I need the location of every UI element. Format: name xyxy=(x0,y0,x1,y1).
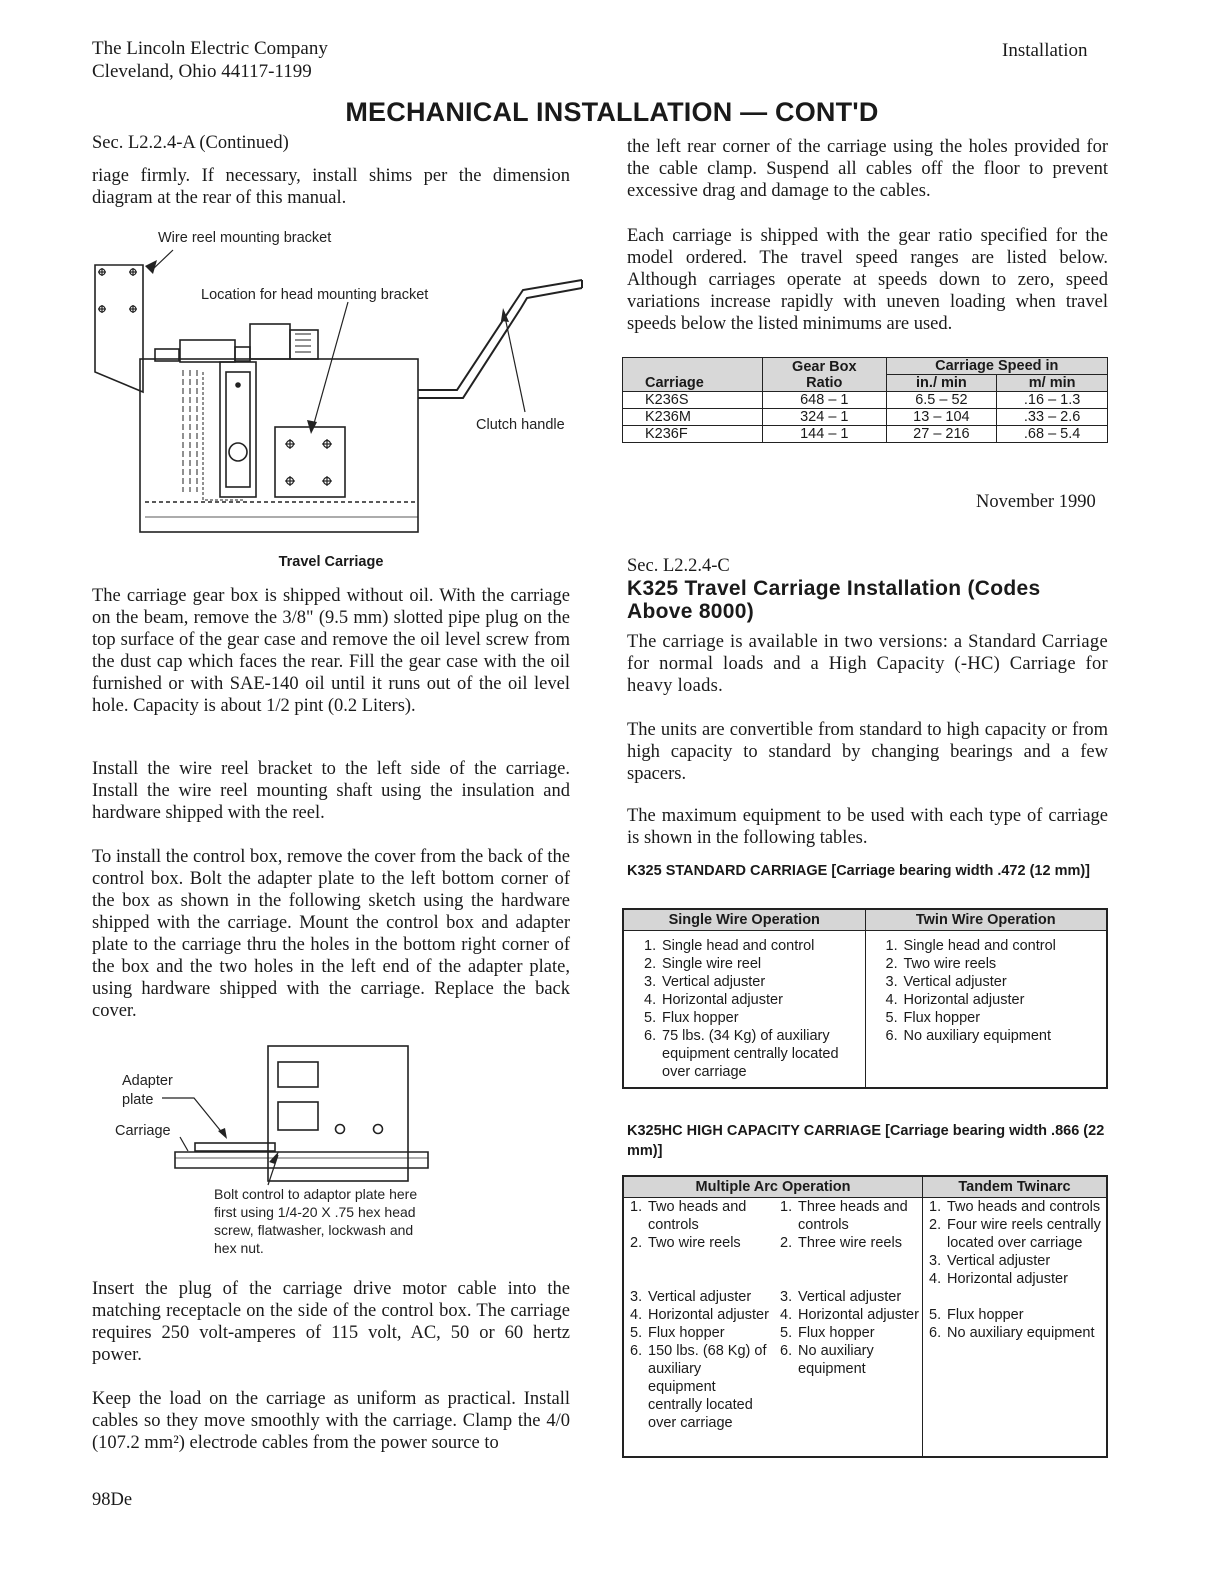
table-row: K236S 648 – 1 6.5 – 52 .16 – 1.3 xyxy=(623,392,1108,409)
label-adapter: Adapter xyxy=(122,1073,173,1089)
bolt-note-line4: hex nut. xyxy=(214,1240,264,1256)
three-head-list: 1. Three heads and controls 2. Three wire reels 3. Vertical adjuster 4. Horizontal adjuster 5. Flux hopper 6. No auxiliary equipment xyxy=(780,1199,919,1377)
paragraph-convertible: The units are convertible from standard to high capacity or from high capacity to standard by changing bearings and a few spacers. xyxy=(627,720,1108,784)
label-wire-reel-bracket: Wire reel mounting bracket xyxy=(158,230,332,246)
twin-wire-list: 1. Single head and control 2. Two wire reels 3. Vertical adjuster 4. Horizontal adjuster 5. Flux hopper 6. No auxiliary equipment xyxy=(865,931,1107,1089)
header-carriage: Carriage xyxy=(623,358,763,392)
paragraph-max-equipment: The maximum equipment to be used with each type of carriage is shown in the following tables. xyxy=(627,806,1108,848)
header-single-wire: Single Wire Operation xyxy=(623,909,865,931)
paragraph-cables: the left rear corner of the carriage using the holes provided for the cable clamp. Suspend all cables off the floor to prevent excessive drag and damage to the cables. xyxy=(627,137,1108,201)
two-head-list: 1. Two heads and controls 2. Two wire reels 3. Vertical adjuster 4. Horizontal adjuster 5. Flux hopper 6. 150 lbs. (68 Kg) of auxiliary equipment centrally located over carriage xyxy=(630,1199,769,1431)
header-tandem-twinarc: Tandem Twinarc xyxy=(923,1176,1108,1198)
page-title: MECHANICAL INSTALLATION — CONT'D xyxy=(345,97,879,127)
paragraph-gearbox-oil: The carriage gear box is shipped without oil. With the carriage on the beam, remove the 3/8" (9.5 mm) slotted pipe plug on the top surface of the gear case and remove the oil level screw from the dust cap which faces the rear. Fill the gear case with the oil furnished or with SAE-140 oil until it runs out of the oil level hole. Capacity is about 1/2 pint (0.2 Liters). xyxy=(92,586,570,716)
bolt-note-line1: Bolt control to adaptor plate here xyxy=(214,1186,418,1202)
company-address: Cleveland, Ohio 44117-1199 xyxy=(92,61,312,82)
standard-carriage-caption: K325 STANDARD CARRIAGE [Carriage bearing width .472 (12 mm)] xyxy=(627,863,1091,879)
section-heading: K325 Travel Carriage Installation (Codes Above 8000) xyxy=(627,577,1041,623)
label-head-mounting-bracket: Location for head mounting bracket xyxy=(201,287,429,303)
high-capacity-table xyxy=(622,1175,1108,1458)
date: November 1990 xyxy=(976,492,1096,512)
adapter-plate-diagram xyxy=(110,1040,460,1260)
paragraph-control-box: To install the control box, remove the cover from the back of the control box. Bolt the adapter plate to the left bottom corner of the box as shown in the following sketch using the hardware shipped with the carriage. Mount the control box and adapter plate to the carriage thru the holes in the bottom right corner of the box and the two holes in the left end of the adapter plate, using hardware shipped with the carriage. Replace the back cover. xyxy=(92,847,571,1021)
bolt-note-line3: screw, flatwasher, lockwash and xyxy=(214,1222,414,1238)
company-name: The Lincoln Electric Company xyxy=(92,38,328,59)
header-gear-box: Gear Box Ratio xyxy=(763,358,887,392)
single-wire-list: 1. Single head and control 2. Single wire reel 3. Vertical adjuster 4. Horizontal adjuster 5. Flux hopper 6. 75 lbs. (34 Kg) of auxiliary equipment centrally located over carriage xyxy=(644,938,839,1080)
intro-paragraph: riage firmly. If necessary, install shims per the dimension diagram at the rear of this manual. xyxy=(92,166,570,208)
paragraph-load: Keep the load on the carriage as uniform as practical. Install cables so they move smoothly with the carriage. Clamp the 4/0 (107.2 mm²) electrode cables from the power source to xyxy=(92,1389,570,1453)
header-multiple-arc: Multiple Arc Operation xyxy=(623,1176,923,1198)
paragraph-versions: The carriage is available in two versions: a Standard Carriage for normal loads and a High Capacity (-HC) Carriage for heavy loads. xyxy=(627,632,1108,696)
header-in-min: in./ min xyxy=(886,375,997,392)
figure-caption-travel-carriage: Travel Carriage xyxy=(278,554,384,570)
bolt-note-line2: first using 1/4-20 X .75 hex head xyxy=(214,1204,416,1220)
tandem-twinarc-list: 1. Two heads and controls 2. Four wire reels centrally located over carriage 3. Vertical adjuster 4. Horizontal adjuster 5. Flux hopper 6. No auxiliary equipment xyxy=(923,1198,1108,1458)
label-clutch-handle: Clutch handle xyxy=(476,417,565,433)
paragraph-motor-plug: Insert the plug of the carriage drive motor cable into the matching receptacle on the side of the control box. The carriage requires 250 volt-amperes of 115 volt, AC, 50 or 60 hertz power. xyxy=(92,1279,570,1365)
table-row: K236F 144 – 1 27 – 216 .68 – 5.4 xyxy=(623,426,1108,443)
header-carriage-speed: Carriage Speed in xyxy=(886,358,1107,375)
standard-carriage-table xyxy=(622,908,1108,1089)
table-row: K236M 324 – 1 13 – 104 .33 – 2.6 xyxy=(623,409,1108,426)
header-twin-wire: Twin Wire Operation xyxy=(865,909,1107,931)
high-capacity-caption: K325HC HIGH CAPACITY CARRIAGE [Carriage bearing width .866 (22 mm)] xyxy=(627,1123,1105,1159)
label-carriage: Carriage xyxy=(115,1123,171,1139)
paragraph-gear-ratio: Each carriage is shipped with the gear ratio specified for the model ordered. The travel speed ranges are listed below. Although carriages operate at speeds down to zero, speed variations increase rapidly with uneven loading when travel speeds below the listed minimums are used. xyxy=(627,226,1108,334)
page-number: 98De xyxy=(92,1490,133,1510)
section-continued: Sec. L2.2.4-A (Continued) xyxy=(92,133,289,153)
header-m-min: m/ min xyxy=(997,375,1108,392)
label-plate: plate xyxy=(122,1092,154,1108)
paragraph-wire-reel: Install the wire reel bracket to the left side of the carriage. Install the wire reel mounting shaft using the insulation and hardware shipped with the reel. xyxy=(92,759,570,823)
speed-table xyxy=(622,357,1108,443)
travel-carriage-diagram xyxy=(85,222,605,572)
section-c: Sec. L2.2.4-C xyxy=(627,556,730,576)
section-name: Installation xyxy=(1002,40,1088,61)
